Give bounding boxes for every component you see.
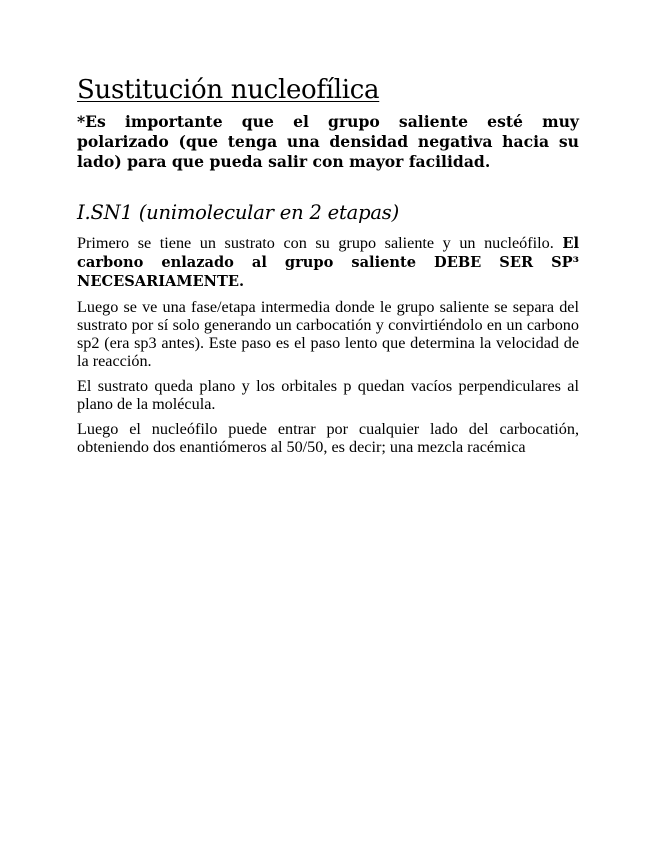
paragraph-3: El sustrato queda plano y los orbitales p quedan vacíos perpendiculares al plano de la molécula. (77, 377, 579, 413)
document-page (77, 70, 579, 456)
paragraph-1-bold-text: El carbono enlazado al grupo saliente DEBE SER SP³ NECESARIAMENTE. (77, 235, 579, 290)
important-note: *Es importante que el grupo saliente esté muy polarizado (que tenga una densidad negativa hacia su lado) para que pueda salir con mayor facilidad. (77, 112, 579, 171)
paragraph-2: Luego se ve una fase/etapa intermedia donde le grupo saliente se separa del sustrato por sí solo generando un carbocatión y convirtiéndolo en un carbono sp2 (era sp3 antes). Este paso es el paso lento que determina la velocidad de la reacción. (77, 298, 579, 370)
paragraph-4: Luego el nucleófilo puede entrar por cualquier lado del carbocatión, obteniendo dos enantiómeros al 50/50, es decir; una mezcla racémica (77, 420, 579, 456)
paragraph-1 (77, 234, 579, 291)
paragraph-1-text: Primero se tiene un sustrato con su grupo saliente y un nucleófilo. (77, 234, 563, 252)
document-title: Sustitución nucleofílica (77, 75, 380, 105)
section-heading-sn1: I.SN1 (unimolecular en 2 etapas) (77, 201, 399, 224)
